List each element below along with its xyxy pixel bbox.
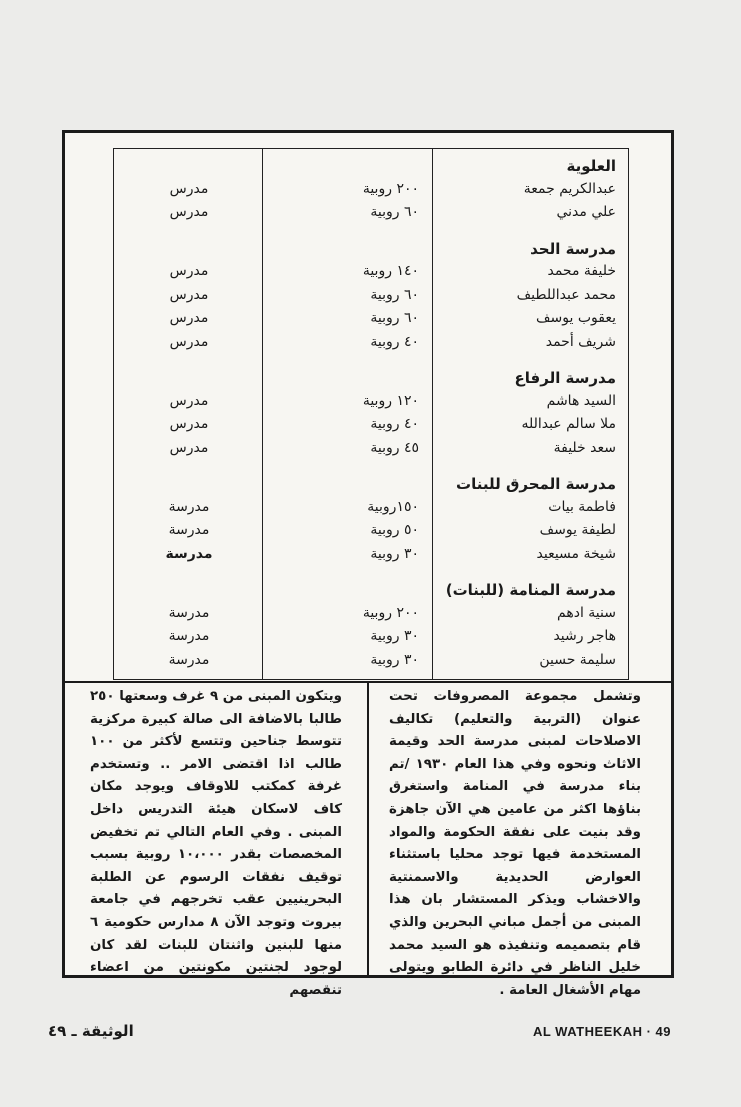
section-title: مدرسة الحد (530, 239, 616, 258)
table-row (114, 287, 628, 311)
staff-name: سليمة حسين (539, 651, 616, 668)
staff-role: مدرس (169, 392, 209, 409)
staff-name: سنية ادهم (557, 604, 616, 621)
staff-salary: ٣٠ روبية (370, 628, 419, 644)
section-title-row (114, 157, 628, 181)
table-row (114, 334, 628, 358)
staff-name: السيد هاشم (546, 392, 616, 409)
staff-name: فاطمة بيات (548, 498, 616, 515)
staff-salary: ۲۰۰ روبية (362, 180, 419, 197)
section-title: مدرسة المحرق للبنات (456, 475, 616, 493)
footer-latin-page: AL WATHEEKAH · 49 (532, 1024, 671, 1039)
text-column-left: ويتكون المبنى من ٩ غرف وسعتها ٢٥٠ طالبا بالاضافة الى صالة كبيرة مركزية تتوسط جناحين وتتسع لأكثر من ١٠٠ طالب اذا اقتضى الامر .. وتستخدم غرفة كمكتب للاوقاف ويوجد مكان كاف لاسكان هيئة التدريس داخل المبنى . وفي العام التالي تم تخفيض المخصصات بقدر ١٠،٠٠٠ روبية بسبب توقيف نفقات الرسوم عن الطلبة البحرينيين عقب تخرجهم في جامعة بيروت وتوجد الآن ٨ مدارس حكومية ٦ منها للبنين واثنتان للبنات لقد كان لوجود لجنتين مكونتين من اعضاء تنقصهم (90, 689, 342, 998)
staff-role: مدرس (169, 286, 209, 303)
staff-salary: ٣٠ روبية (370, 651, 419, 668)
table-row (114, 181, 628, 205)
staff-name: علي مدني (556, 204, 616, 220)
staff-name: ملا سالم عبدالله (521, 416, 616, 432)
staff-name: خليفة محمد (547, 263, 616, 279)
table-row (114, 416, 628, 440)
staff-salary: ١٢٠ روبية (362, 392, 419, 409)
table-row (114, 310, 628, 334)
staff-salary: ٤٠ روبية (370, 333, 419, 350)
staff-role: مدرس (169, 439, 209, 456)
table-row (114, 605, 628, 629)
staff-role: مدرس (169, 204, 209, 220)
staff-name: لطيفة يوسف (539, 522, 616, 538)
table-row (114, 546, 628, 570)
text-column-right: وتشمل مجموعة المصروفات تحت عنوان (التربية والتعليم) تكاليف الاصلاحات لمبنى مدرسة الحد وقيمة الاثاث ونحوه وفي هذا العام ١٩٣٠ /تم بناء مدرسة في المنامة واستغرق بناؤها اكثر من عامين هي الآن جاهزة وقد بنيت على نفقة الحكومة والمواد المستخدمة فيها توجد محليا باستثناء العوارض الحديدية والاسمنتية والاخشاب ويذكر المستشار بان هذا المبنى من أجمل مباني البحرين والذي قام بتصميمه وتنفيذه هو السيد محمد خليل الناظر في دائرة الطابو ويتولى مهام الأشغال العامة . (389, 689, 641, 998)
staff-role: مدرسة (168, 604, 210, 621)
section-title-row (114, 240, 628, 264)
table-row (114, 499, 628, 523)
staff-name: شريف أحمد (545, 333, 616, 350)
staff-salary: ١٥٠روبية (367, 498, 419, 515)
staff-salary: ٦٠ روبية (370, 310, 419, 326)
staff-role: مدرس (169, 263, 209, 279)
staff-salary: ٢٠٠ روبية (362, 604, 419, 621)
staff-salary: ٤٠ روبية (370, 416, 419, 432)
staff-role: مدرس (169, 333, 209, 350)
staff-salary: ١٤٠ روبية (362, 263, 419, 279)
table-row (114, 652, 628, 676)
table-row (114, 440, 628, 464)
staff-salary: ٦٠ روبية (370, 286, 419, 303)
staff-role: مدرسة (168, 498, 210, 515)
table-row (114, 522, 628, 546)
table-row (114, 263, 628, 287)
staff-role: مدرس (169, 180, 209, 197)
section-title-row (114, 369, 628, 393)
staff-role: مدرسة (165, 545, 213, 562)
table-row (114, 628, 628, 652)
column-divider (367, 683, 369, 975)
section-title: مدرسة الرفاع (514, 369, 616, 387)
staff-role: مدرسة (168, 522, 210, 538)
staff-salary: ٣٠ روبية (370, 545, 419, 562)
table-row (114, 393, 628, 417)
staff-name: هاجر رشيد (553, 628, 616, 644)
staff-name: عبدالكريم جمعة (523, 180, 616, 197)
staff-salary: ٦٠ روبية (370, 204, 419, 220)
staff-salary: ٤٥ روبية (370, 439, 419, 456)
staff-salary: ٥٠ روبية (370, 522, 419, 538)
page-frame (62, 130, 674, 998)
table-row (114, 204, 628, 228)
section-title-row (114, 581, 628, 605)
staff-role: مدرسة (168, 651, 210, 668)
section-title: العلوية (566, 157, 616, 175)
footer-arabic-page: الوثيقة ـ ٤٩ (48, 1022, 134, 1040)
staff-name: سعد خليفة (553, 439, 616, 456)
staff-name: يعقوب يوسف (536, 310, 616, 326)
staff-name: شيخة مسيعيد (536, 545, 616, 562)
staff-role: مدرسة (168, 628, 210, 644)
staff-table (113, 148, 629, 680)
section-title: مدرسة المنامة (للبنات) (445, 581, 616, 599)
staff-name: محمد عبداللطيف (516, 286, 616, 303)
staff-role: مدرس (169, 416, 209, 432)
section-title-row (114, 475, 628, 499)
staff-role: مدرس (169, 310, 209, 326)
